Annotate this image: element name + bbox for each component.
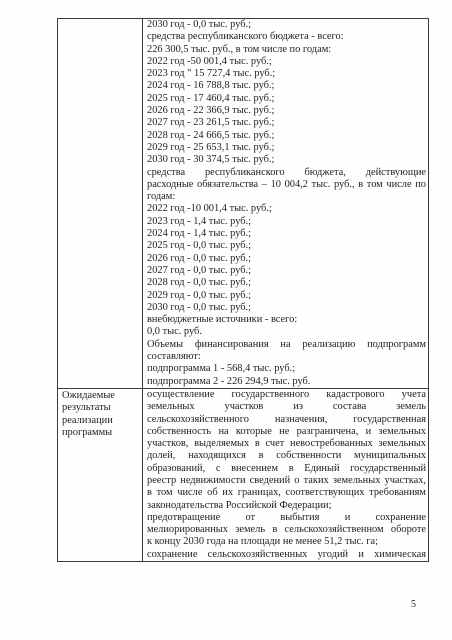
text-line: сельскохозяйственного назначения, государственная	[147, 413, 426, 425]
text-line: к концу 2030 года на площади не менее 51,2 тыс. га;	[147, 536, 379, 548]
text-line: 2030 год - 0,0 тыс. руб.;	[147, 301, 252, 313]
text-line: годам:	[147, 191, 176, 203]
text-line: 2029 год - 0,0 тыс. руб.;	[147, 289, 252, 301]
text-line: долей, находящихся в собственности муниципальных	[147, 450, 426, 462]
text-line: мелиорированных земель в сельскохозяйственном обороте	[147, 524, 426, 536]
text-line: 2024 год - 16 788,8 тыс. руб.;	[147, 80, 275, 92]
text-line: 2022 год -10 001,4 тыс. руб.;	[147, 203, 272, 215]
expected-results-lines	[147, 389, 426, 561]
text-line: Объемы финансирования на реализацию подпрограмм	[147, 338, 426, 350]
text-line: составляют:	[147, 351, 201, 363]
text-line: сохранение сельскохозяйственных угодий и химическая	[147, 548, 426, 560]
row-label-cell-empty	[58, 19, 143, 389]
text-line: расходные обязательства – 10 004,2 тыс. руб., в том числе по	[147, 178, 426, 190]
page-number: 5	[411, 599, 416, 610]
text-line: 0,0 тыс. руб.	[147, 326, 202, 338]
text-line: средства республиканского бюджета - всего:	[147, 31, 344, 43]
text-line: 2028 год - 0,0 тыс. руб.;	[147, 277, 252, 289]
program-passport-table	[57, 18, 429, 562]
text-line: образований, с внесением в Единый государственный	[147, 462, 426, 474]
text-line: 2027 год - 23 261,5 тыс. руб.;	[147, 117, 275, 129]
text-line: подпрограмма 1 - 568,4 тыс. руб.;	[147, 363, 296, 375]
text-line: 2029 год - 25 653,1 тыс. руб.;	[147, 141, 275, 153]
table-row-financing	[58, 19, 429, 389]
text-line: законодательства Российской Федерации;	[147, 499, 332, 511]
text-line: 2028 год - 24 666,5 тыс. руб.;	[147, 129, 275, 141]
text-line: 2026 год - 0,0 тыс. руб.;	[147, 252, 252, 264]
text-line: 2022 год -50 001,4 тыс. руб.;	[147, 55, 272, 67]
text-line: участков, выделяемых в счет невостребованных земельных	[147, 438, 426, 450]
expected-results-label: Ожидаемые результаты реализации программы	[62, 389, 115, 438]
text-line: 2025 год - 17 460,4 тыс. руб.;	[147, 92, 275, 104]
text-line: собственность на которые не разграничена, и земельных	[147, 425, 426, 437]
expected-results-cell	[143, 388, 429, 561]
text-line: 2025 год - 0,0 тыс. руб.;	[147, 240, 252, 252]
text-line: 2030 год - 0,0 тыс. руб.;	[147, 19, 252, 30]
text-line: 2026 год - 22 366,9 тыс. руб.;	[147, 105, 275, 117]
text-line: 226 300,5 тыс. руб., в том числе по годам:	[147, 43, 332, 55]
financing-details-cell	[143, 19, 429, 389]
financing-lines	[147, 19, 426, 388]
text-line: 2027 год - 0,0 тыс. руб.;	[147, 264, 252, 276]
text-line: земельных участков из состава земель	[147, 401, 426, 413]
text-line: 2030 год - 30 374,5 тыс. руб.;	[147, 154, 275, 166]
text-line: осуществление государственного кадастрового учета	[147, 388, 426, 400]
text-line: 2023 год " 15 727,4 тыс. руб.;	[147, 68, 276, 80]
text-line: 2024 год - 1,4 тыс. руб.;	[147, 228, 252, 240]
text-line: внебюджетные источники - всего:	[147, 314, 298, 326]
text-line: реестр недвижимости сведений о таких земельных участках,	[147, 474, 426, 486]
text-line: предотвращение от выбытия и сохранение	[147, 511, 426, 523]
table-row-expected-results	[58, 388, 429, 561]
text-line: в том числе об их границах, соответствующих требованиям	[147, 487, 426, 499]
row-label-cell	[58, 388, 143, 561]
text-line: подпрограмма 2 - 226 294,9 тыс. руб.	[147, 375, 311, 387]
text-line: 2023 год - 1,4 тыс. руб.;	[147, 215, 252, 227]
text-line: средства республиканского бюджета, действующие	[147, 166, 426, 178]
